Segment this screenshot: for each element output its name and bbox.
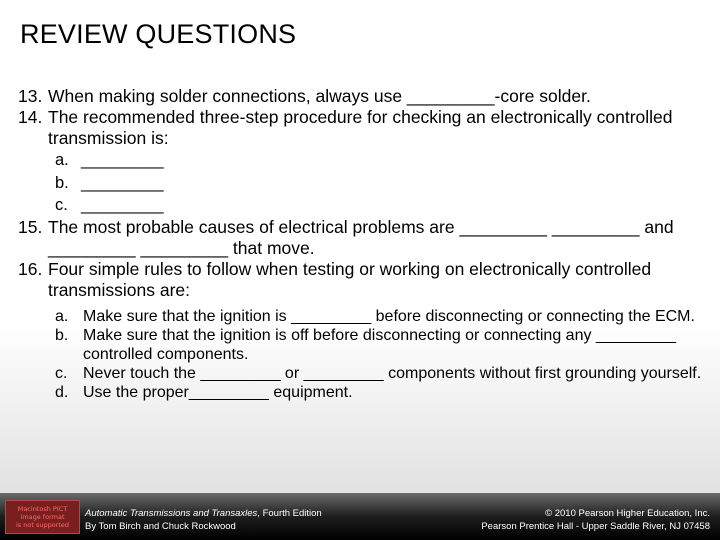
question-text: Four simple rules to follow when testing or working on electronically controlled transmissions are:: [48, 258, 652, 300]
item-letter: d.: [55, 383, 69, 401]
answer-item: [55, 172, 708, 195]
item-text: _________: [81, 173, 164, 192]
question-16: [18, 259, 708, 301]
item-letter: a.: [55, 307, 69, 325]
item-letter: c.: [55, 364, 68, 382]
item-letter: b.: [55, 173, 69, 192]
item-letter: b.: [55, 326, 69, 344]
item-text: _________: [81, 196, 164, 214]
item-text: Never touch the _________ or _________ components without first grounding yourself.: [83, 364, 702, 382]
question-number: 14.: [18, 107, 43, 127]
item-text: _________: [81, 151, 164, 169]
question-number: 15.: [18, 216, 43, 237]
slide-title: REVIEW QUESTIONS: [20, 19, 297, 49]
question-number: 16.: [18, 258, 43, 279]
book-edition: , Fourth Edition: [257, 508, 322, 519]
question-15: [18, 217, 708, 259]
answer-item: [55, 194, 708, 217]
footer-bar: [0, 493, 720, 540]
question-list: [18, 86, 708, 402]
rule-item: [55, 364, 708, 383]
item-letter: a.: [55, 151, 69, 169]
item-letter: c.: [55, 196, 68, 214]
question-13: [18, 86, 708, 107]
question-text: When making solder connections, always use _________-core solder.: [48, 86, 591, 106]
copyright-text: © 2010 Pearson Higher Education, Inc.: [545, 508, 710, 519]
question-text: The most probable causes of electrical problems are _________ _________ and _________ _________ that move.: [48, 216, 674, 258]
item-text: Use the proper_________ equipment.: [83, 383, 353, 401]
book-credit: [85, 507, 322, 533]
item-text: Make sure that the ignition is off before disconnecting or connecting any _________ controlled components.: [83, 326, 676, 363]
rule-item: [55, 383, 708, 402]
answer-item: [55, 149, 708, 172]
copyright-block: [481, 507, 710, 533]
rule-item: [55, 326, 708, 364]
logo-text: image format: [20, 513, 65, 521]
logo-text: is not supported: [15, 521, 70, 529]
rule-item: [55, 307, 708, 326]
logo-text: Macintosh PICT: [17, 505, 68, 513]
book-title: Automatic Transmissions and Transaxles: [85, 508, 258, 519]
publisher-logo-placeholder: [5, 500, 80, 534]
publisher-text: Pearson Prentice Hall - Upper Saddle River, NJ 07458: [481, 521, 710, 532]
book-authors: By Tom Birch and Chuck Rockwood: [85, 521, 236, 532]
item-text: Make sure that the ignition is _________ before disconnecting or connecting the ECM.: [83, 307, 695, 325]
question-text: The recommended three-step procedure for checking an electronically controlled transmission is:: [48, 107, 673, 148]
question-14: [18, 107, 708, 149]
question-number: 13.: [18, 86, 43, 106]
